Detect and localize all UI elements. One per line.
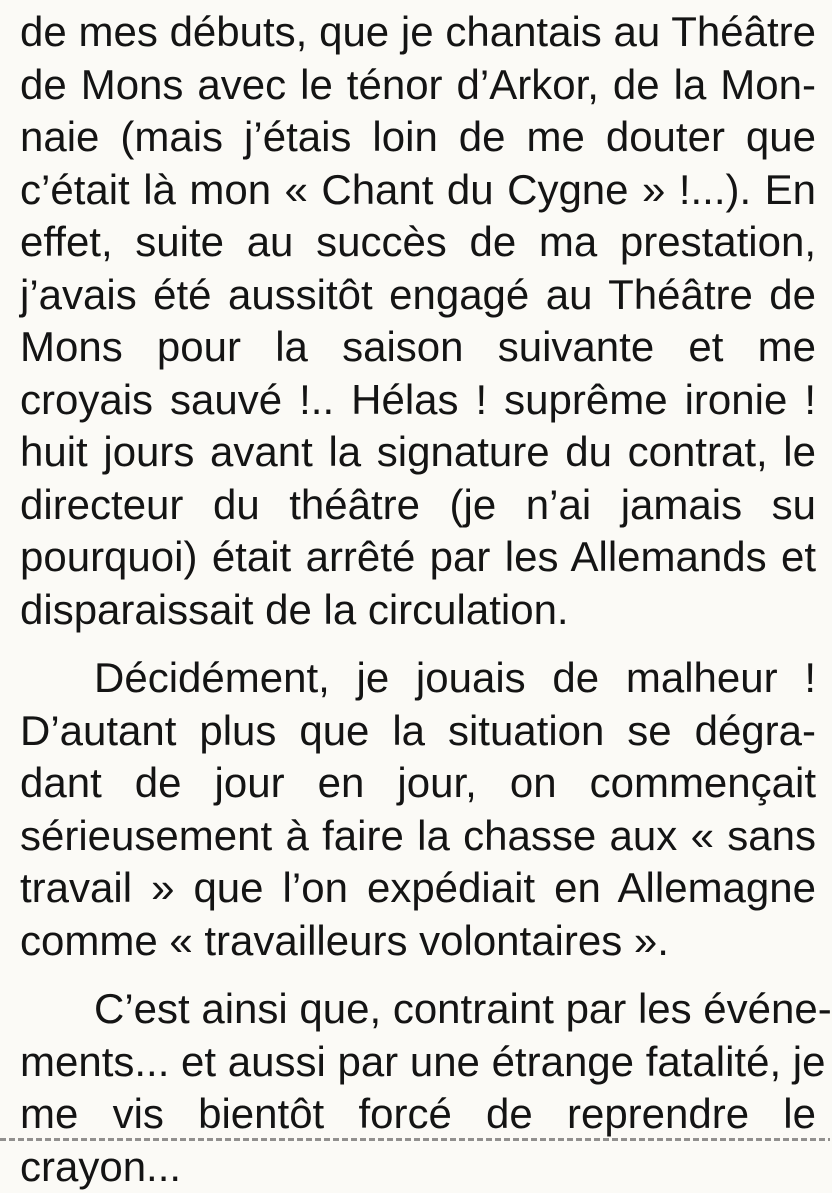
text-line: D’autant plus que la situation se dégra- xyxy=(20,705,816,758)
text-line: de Mons avec le ténor d’Arkor, de la Mon- xyxy=(20,59,816,112)
text-line: Mons pour la saison suivante et me xyxy=(20,321,816,374)
text-line: j’avais été aussitôt engagé au Théâtre de xyxy=(20,269,816,322)
text-line: de mes débuts, que je chantais au Théâtre xyxy=(20,6,816,59)
text-line: directeur du théâtre (je n’ai jamais su xyxy=(20,479,816,532)
text-line: ments... et aussi par une étrange fatalité, je xyxy=(20,1036,816,1089)
text-line: pourquoi) était arrêté par les Allemands et xyxy=(20,531,816,584)
text-line: croyais sauvé !.. Hélas ! suprême ironie ! xyxy=(20,374,816,427)
text-line: effet, suite au succès de ma prestation, xyxy=(20,216,816,269)
text-line: travail » que l’on expédiait en Allemagne xyxy=(20,862,816,915)
text-line: dant de jour en jour, on commençait xyxy=(20,757,816,810)
text-line: comme « travailleurs volontaires ». xyxy=(20,915,816,968)
paragraph-3 xyxy=(20,983,816,1193)
text-line: c’était là mon « Chant du Cygne » !...). En xyxy=(20,164,816,217)
paragraph-2 xyxy=(20,652,816,967)
text-line: naie (mais j’étais loin de me douter que xyxy=(20,111,816,164)
page-bottom-edge xyxy=(0,1138,830,1141)
text-line: C’est ainsi que, contraint par les événe- xyxy=(20,983,816,1036)
text-line: sérieusement à faire la chasse aux « sans xyxy=(20,810,816,863)
text-line: huit jours avant la signature du contrat, le xyxy=(20,426,816,479)
text-line: crayon... xyxy=(20,1141,816,1193)
text-line: Décidément, je jouais de malheur ! xyxy=(20,652,816,705)
text-line: me vis bientôt forcé de reprendre le xyxy=(20,1088,816,1141)
paragraph-1 xyxy=(20,6,816,636)
text-line: disparaissait de la circulation. xyxy=(20,584,816,637)
